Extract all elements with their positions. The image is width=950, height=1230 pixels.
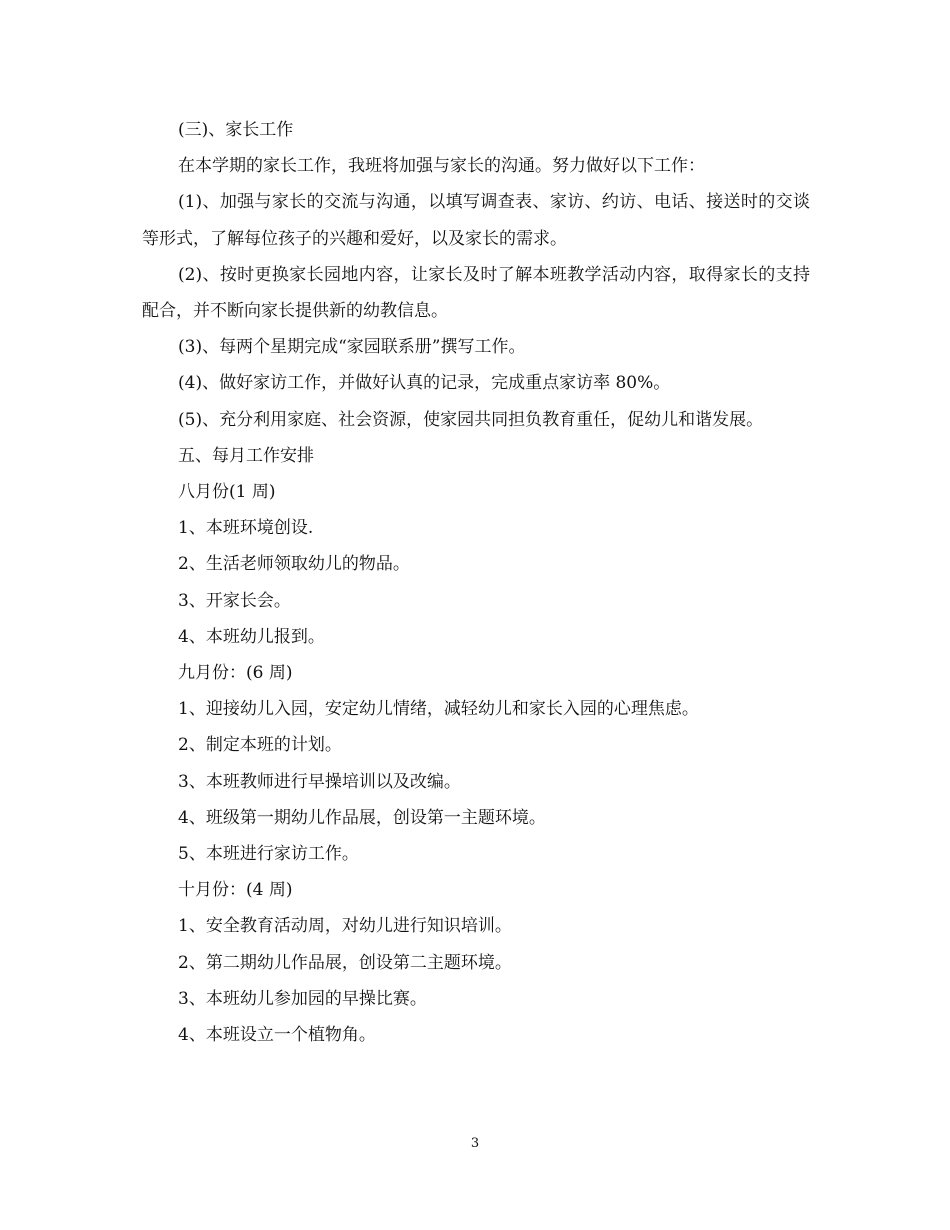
list-item: 1、迎接幼儿入园，安定幼儿情绪，减轻幼儿和家长入园的心理焦虑。 <box>178 699 699 720</box>
paragraph-item-3: (3)、每两个星期完成“家园联系册”撰写工作。 <box>178 337 526 358</box>
list-item: 2、第二期幼儿作品展，创设第二主题环境。 <box>178 952 512 973</box>
list-item: 5、本班进行家访工作。 <box>178 844 359 865</box>
list-item: 1、本班环境创设. <box>178 518 314 539</box>
section-heading-monthly-plan: 五、每月工作安排 <box>178 445 314 466</box>
paragraph-item-1: (1)、加强与家长的交流与沟通，以填写调查表、家访、约访、电话、接送时的交谈等形式，了解每位孩子的兴趣和爱好，以及家长的需求。 <box>142 192 810 249</box>
page-number: 3 <box>470 1136 480 1151</box>
list-item: 3、开家长会。 <box>178 590 291 611</box>
paragraph-item-2: (2)、按时更换家长园地内容，让家长及时了解本班教学活动内容，取得家长的支持配合，并不断向家长提供新的幼教信息。 <box>142 264 810 322</box>
list-item: 4、班级第一期幼儿作品展，创设第一主题环境。 <box>178 807 546 828</box>
month-heading-september: 九月份：(6 周) <box>178 663 293 684</box>
month-heading-august: 八月份(1 周) <box>178 482 276 503</box>
list-item: 4、本班幼儿报到。 <box>178 626 325 647</box>
paragraph-item-4: (4)、做好家访工作，并做好认真的记录，完成重点家访率 80%。 <box>178 373 671 394</box>
paragraph-intro: 在本学期的家长工作，我班将加强与家长的沟通。努力做好以下工作： <box>178 156 705 177</box>
list-item: 2、生活老师领取幼儿的物品。 <box>178 554 410 575</box>
document-body <box>142 112 810 1053</box>
month-heading-october: 十月份：(4 周) <box>178 880 293 901</box>
list-item: 3、本班教师进行早操培训以及改编。 <box>178 771 461 792</box>
list-item: 4、本班设立一个植物角。 <box>178 1025 376 1046</box>
list-item: 3、本班幼儿参加园的早操比赛。 <box>178 988 427 1009</box>
paragraph-item-5: (5)、充分利用家庭、社会资源，使家园共同担负教育重任，促幼儿和谐发展。 <box>178 409 764 430</box>
section-heading-parent-work: (三)、家长工作 <box>178 120 294 140</box>
list-item: 1、安全教育活动周，对幼儿进行知识培训。 <box>178 916 512 937</box>
list-item: 2、制定本班的计划。 <box>178 735 342 756</box>
